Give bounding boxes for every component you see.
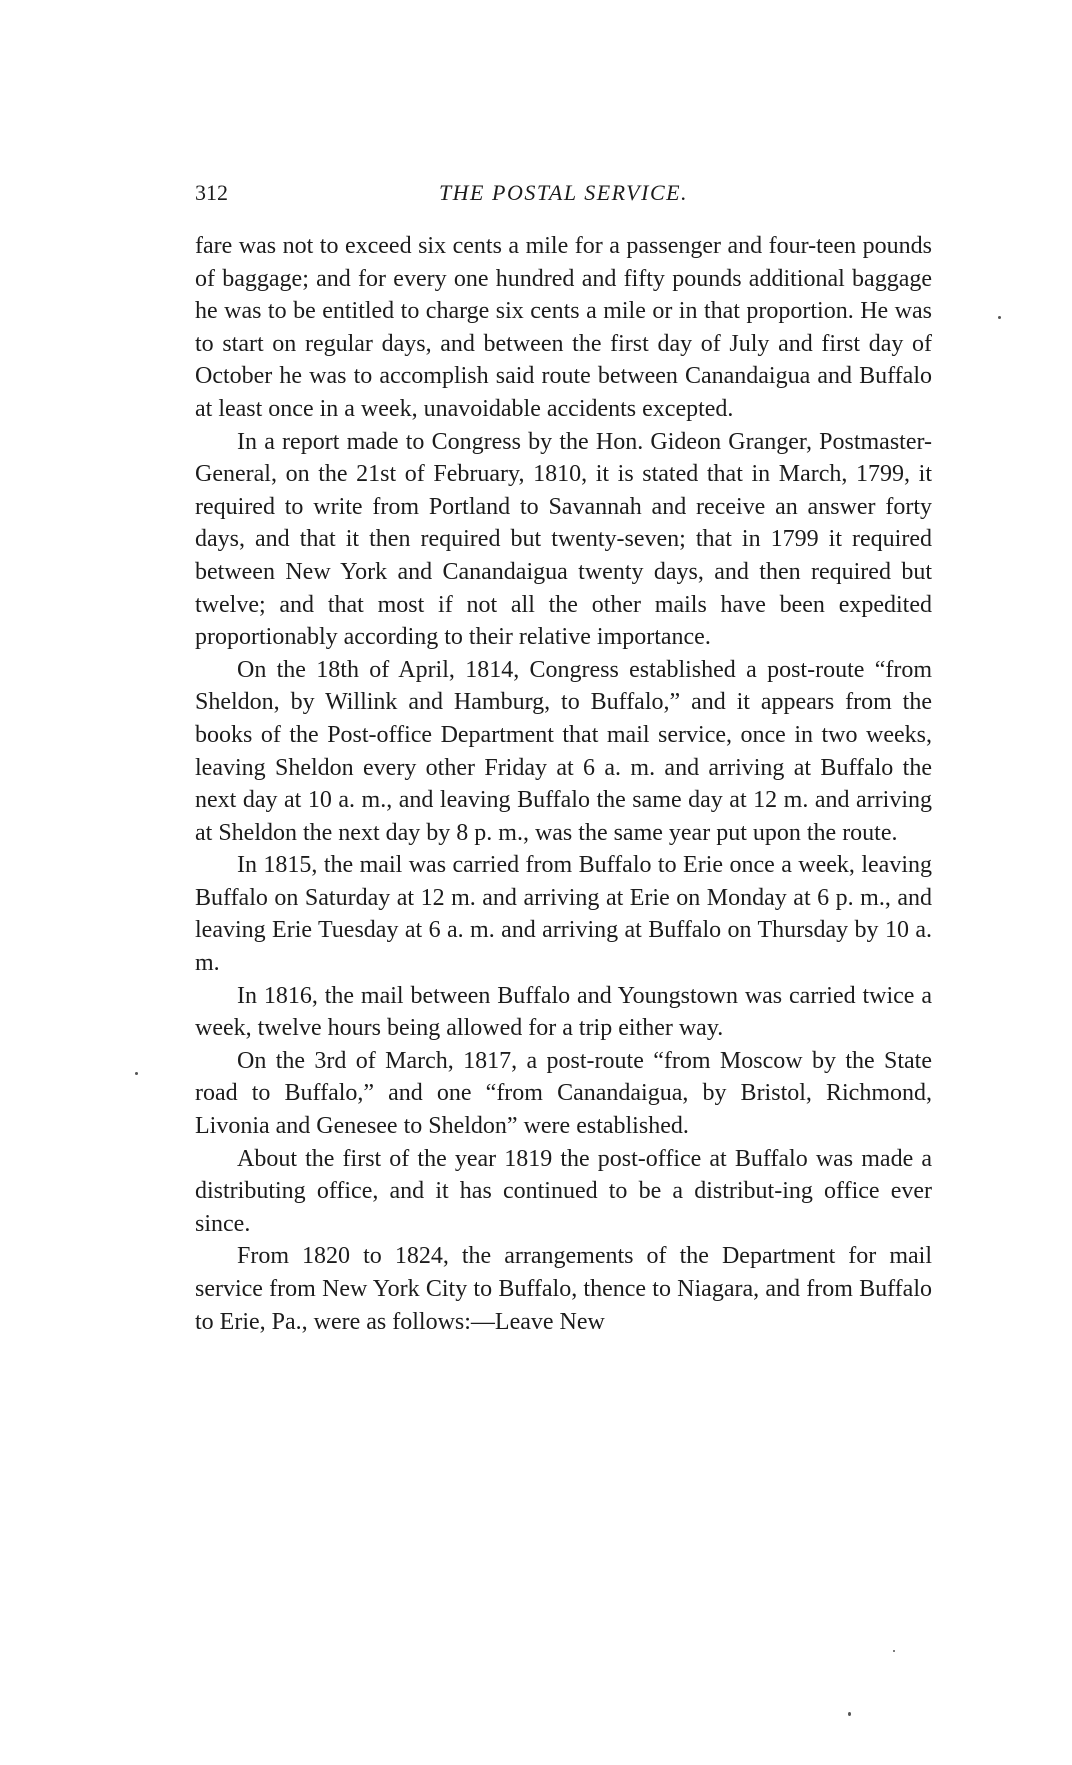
paper-speck — [135, 1072, 138, 1075]
paragraph-1: fare was not to exceed six cents a mile for a passenger and four-teen pounds of baggage; and for every one hundred and fifty pounds additional baggage he was to be entitled to charge six cents a mile or in that proportion. He was to start on regular days, and between the first day of July and first day of October he was to accomplish said route between Canandaigua and Buffalo at least once in a week, unavoidable accidents excepted. — [195, 233, 932, 422]
paper-speck — [893, 1650, 895, 1652]
paragraph-6: On the 3rd of March, 1817, a post-route “from Moscow by the State road to Buffalo,” and one “from Canandaigua, by Bristol, Richmond, Livonia and Genesee to Sheldon” were established. — [195, 1047, 932, 1140]
paragraph-3: On the 18th of April, 1814, Congress established a post-route “from Sheldon, by Willink and Hamburg, to Buffalo,” and it appears from the books of the Post-office Department that mail service, once in two weeks, leaving Sheldon every other Friday at 6 a. m. and arriving at Buffalo the next day at 10 a. m., and leaving Buffalo the same day at 12 m. and arriving at Sheldon the next day by 8 p. m., was the same year put upon the route. — [195, 656, 932, 846]
page-header — [195, 180, 932, 216]
paper-speck — [848, 1712, 851, 1716]
body-text — [195, 230, 932, 1338]
paragraph-5: In 1816, the mail between Buffalo and Youngstown was carried twice a week, twelve hours being allowed for a trip either way. — [195, 982, 932, 1042]
page-number: 312 — [195, 180, 228, 205]
paragraph-7: About the first of the year 1819 the post-office at Buffalo was made a distributing office, and it has continued to be a distribut-ing office ever since. — [195, 1145, 932, 1237]
running-title: THE POSTAL SERVICE. — [438, 180, 689, 205]
paragraph-8: From 1820 to 1824, the arrangements of the Department for mail service from New York City to Buffalo, thence to Niagara, and from Buffalo to Erie, Pa., were as follows:—Leave New — [195, 1243, 932, 1335]
paragraph-2: In a report made to Congress by the Hon. Gideon Granger, Postmaster-General, on the 21st of February, 1810, it is stated that in March, 1799, it required to write from Portland to Savannah and receive an answer forty days, and that it then required but twenty-seven; that in 1799 it required between New York and Canandaigua twenty days, and then required but twelve; and that most if not all the other mails have been expedited proportionably according to their relative importance. — [195, 428, 932, 651]
paper-speck — [998, 316, 1001, 319]
paragraph-4: In 1815, the mail was carried from Buffalo to Erie once a week, leaving Buffalo on Saturday at 12 m. and arriving at Erie on Monday at 6 p. m., and leaving Erie Tuesday at 6 a. m. and arriving at Buffalo on Thursday by 10 a. m. — [195, 852, 932, 977]
